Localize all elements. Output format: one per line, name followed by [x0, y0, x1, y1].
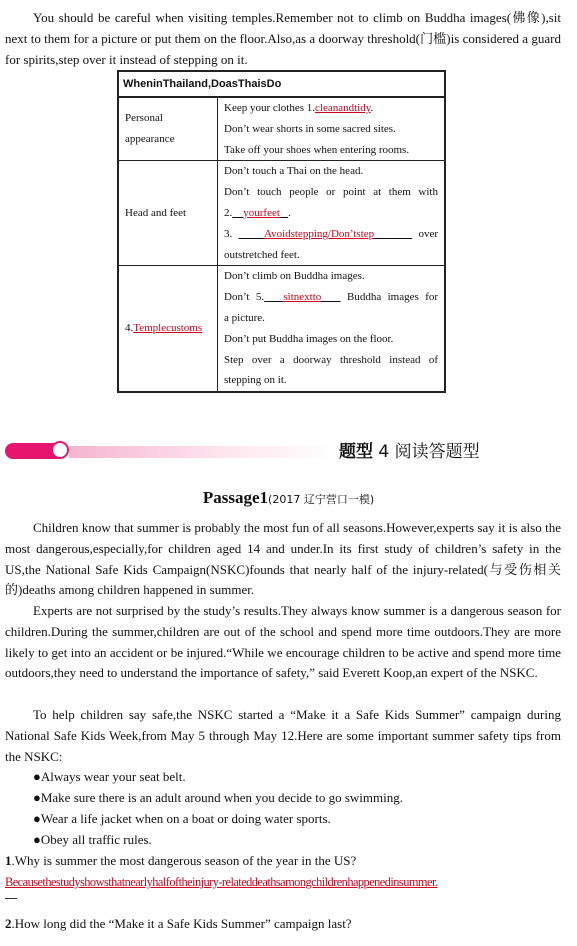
answer-1: cleanandtidy [315, 102, 371, 114]
table-row [118, 266, 445, 392]
passage-paragraph-2: Experts are not surprised by the study’s results.They always know summer is a dangerous season for children.During the summer,children are out of the school and spend more time outdoors.They are more likely to get into an accident or be injured.“While we encourage children to be active and spend more time outdoors,they need to understand the importance of safety,” said Everett Koop,an expert of the NSKC. [5, 603, 561, 681]
toggle-knob-decoration [51, 441, 69, 459]
row-content: Don’t climb on Buddha images. Don’t 5. sitnextto Buddha images for a picture. Don’t put Buddha images on the floor. Step over a doorway threshold instead of stepping on it. [218, 266, 446, 392]
list-item: ●Make sure there is an adult around when you decide to go swimming. [33, 790, 403, 805]
passage-source: (2017 辽宁营口一模) [268, 493, 375, 506]
category-temple-customs: 4.Templecustoms [118, 266, 218, 392]
table-row [118, 161, 445, 266]
list-item: ●Obey all traffic rules. [33, 832, 152, 847]
passage-title: Passage1(2017 辽宁营口一模) [202, 488, 375, 507]
question-2: 2.How long did the “Make it a Safe Kids Summer” campaign last? [5, 916, 352, 931]
table-title: WheninThailand,DoasThaisDo [118, 71, 445, 97]
answer-3: Avoidstepping/Don’tstep [263, 227, 375, 240]
answer-line [5, 898, 17, 899]
gradient-bar-decoration [69, 446, 339, 458]
intro-paragraph: You should be careful when visiting temples.Remember not to climb on Buddha images(佛像),sit next to them for a picture or put them on the floor.Also,as a doorway threshold(门槛)is considered a guard for spirits,step over it instead of stepping on it. [5, 10, 561, 67]
passage-paragraph-1: Children know that summer is probably the most fun of all seasons.However,experts say it is also the most dangerous,especially,for children aged 14 and under.In its first study of children’s safety in the US,the National Safe Kids Campaign(NSKC)founds that nearly half of the injury-related(与受伤相关的)deaths among children happened in summer. [5, 520, 561, 598]
row-content: Don’t touch a Thai on the head. Don’t touch people or point at them with 2. yourfeet . 3. Avoidstepping/Don’tstep over outstretched feet. [218, 161, 446, 266]
category-personal-appearance: Personal appearance [118, 97, 218, 161]
category-head-and-feet: Head and feet [118, 161, 218, 266]
row-content: Keep your clothes 1.cleanandtidy. Don’t wear shorts in some sacred sites. Take off your shoes when entering rooms. [218, 97, 446, 161]
list-item: ●Always wear your seat belt. [33, 769, 186, 784]
answer-2: yourfeet [243, 206, 280, 219]
section-title: 题型 4 阅读答题型 [339, 442, 480, 462]
answer-4: Templecustoms [133, 322, 203, 335]
answer-5: sitnextto [283, 291, 322, 304]
passage-paragraph-3: To help children say safe,the NSKC started a “Make it a Safe Kids Summer” campaign during National Safe Kids Week,from May 5 through May 12.Here are some important summer safety tips from the NSKC: [5, 707, 561, 764]
thailand-customs-table [117, 70, 446, 393]
table-row [118, 97, 445, 161]
list-item: ●Wear a life jacket when on a boat or doing water sports. [33, 811, 331, 826]
answer-question-1: Becausethestudyshowsthatnearlyhalfoftheinjury-relateddeathsamongchildrenhappenedinsummer. [5, 875, 438, 889]
question-1: 1.Why is summer the most dangerous season of the year in the US? [5, 853, 357, 868]
section-header [5, 441, 561, 463]
